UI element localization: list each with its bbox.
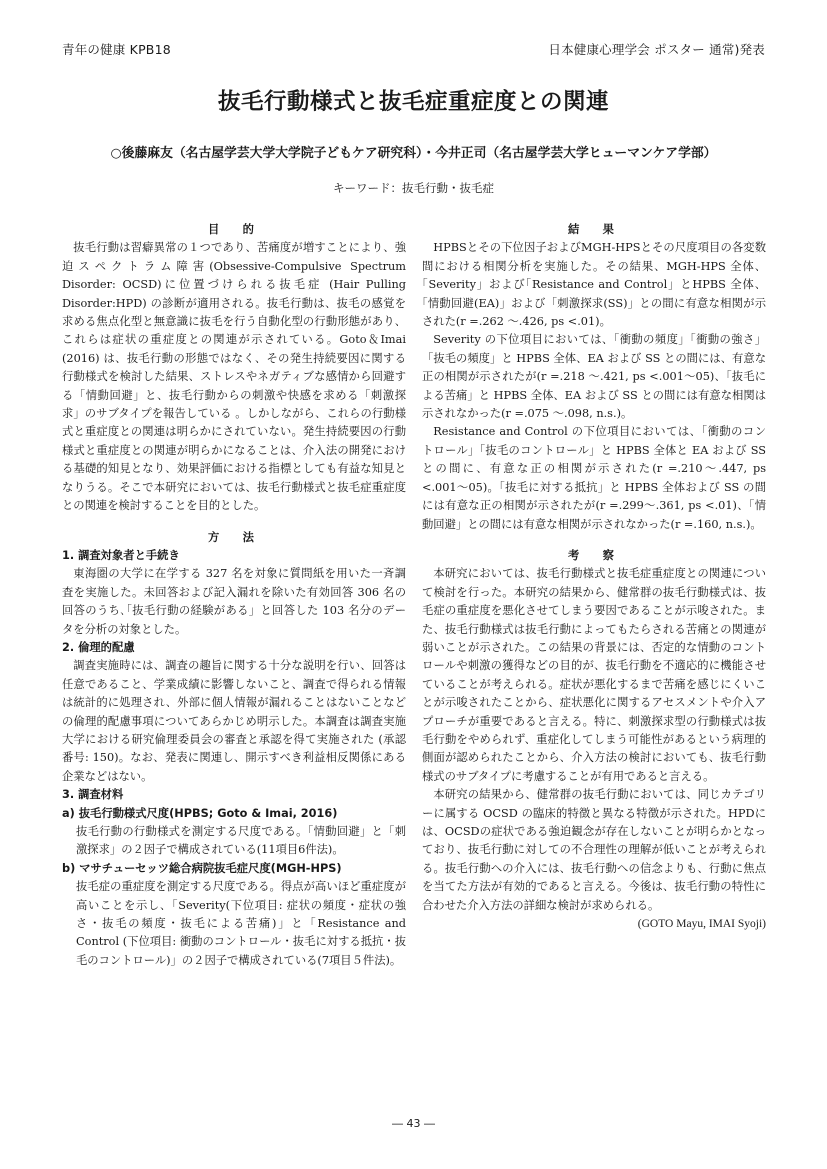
method-material-b-title: b) マサチューセッツ総合病院抜毛症尺度(MGH-HPS) [62, 861, 342, 875]
method-subsection-3-title: 3. 調査材料 [62, 788, 124, 802]
method-subsection-1-title: 1. 調査対象者と手続き [62, 548, 180, 562]
method-material-b-body: 抜毛症の重症度を測定する尺度である。得点が高いほど重症度が高いことを示し、｢Severity(下位項目: 症状の頻度・症状の強さ・抜毛の頻度・抜毛による苦痛)」と「Resistance and Control (下位項目: 衝動のコントロール・抜毛に対する抵抗・抜毛のコントロール)」の２因子で構成されている(7項目５件法)。 [76, 880, 406, 967]
right-column [422, 221, 766, 933]
method-material-a-title: a) 抜毛行動様式尺度(HPBS; Goto & Imai, 2016) [62, 806, 338, 820]
header-conference-label: 日本健康心理学会 ポスター 通常)発表 [548, 42, 765, 57]
method-material-a-body: 抜毛行動の行動様式を測定する尺度である。｢情動回避」と「刺激探求」の２因子で構成されている(11項目6件法)。 [76, 825, 406, 857]
results-heading: 結 果 [568, 223, 620, 236]
purpose-heading: 目 的 [208, 223, 260, 236]
page-number: ― 43 ― [392, 1117, 435, 1130]
method-subsection-2-body: 調査実施時には、調査の趣旨に関する十分な説明を行い、回答は任意であること、学業成績に影響しないこと、調査で得られる情報は統計的に処理され、外部に個人情報が漏れることはないことなどの倫理的配慮事項についてあらかじめ明示した。本調査は調査実施大学における研究倫理委員会の審査と承認を得て実施された (承認番号: 150)。なお、発表に関連し、開示すべき利益相反関係にある企業などはない。 [62, 659, 406, 783]
method-subsection-2-title: 2. 倫理的配慮 [62, 640, 135, 654]
header-session-label: 青年の健康 KPB18 [62, 42, 171, 57]
method-heading: 方 法 [208, 530, 260, 544]
discussion-paragraph-1: 本研究においては、抜毛行動様式と抜毛症重症度との関連について検討を行った。本研究の結果から、健常群の抜毛行動様式は、抜毛症の重症度を悪化させてしまう要因であることが示唆された。また、抜毛行動様式は抜毛行動によってもたらされる苦痛との関連が弱いことが示された。この結果の背景には、否定的な情動のコントロールや刺激の獲得などの目的が、抜毛行動を不適応的に機能させていることが考えられる。症状が悪化するまで苦痛を感じにくいことが示唆されたことから、症状悪化に関するアセスメントや介入アプローチが重要であると言える。特に、刺激探求型の行動様式は抜毛行動をやめられず、重症化してしまう可能性があるという病理的側面が認められたことから、介入方法の検討においても、抜毛行動様式のサブタイプに考慮することが有用であると言える。 [422, 567, 766, 783]
page-title: 抜毛行動様式と抜毛症重症度との関連 [217, 89, 609, 115]
method-subsection-1-body: 東海圏の大学に在学する 327 名を対象に質問紙を用いた一斉調査を実施した。未回答および記入漏れを除いた有効回答 306 名の回答のうち､｢抜毛行動の経験がある」と回答した 103 名分のデータを分析の対象とした。 [62, 567, 406, 636]
authors-line: ○後藤麻友（名古屋学芸大学大学院子どもケア研究科）・今井正司（名古屋学芸大学ヒューマンケア学部） [110, 146, 717, 161]
results-paragraph-2: Severity の下位項目においては、｢衝動の頻度」「衝動の強さ」「抜毛の頻度」と HPBS 全体、EA および SS との間には、有意な正の相関が示されたが(r =.218 〜.421, ps <.001〜05)、｢抜毛による苦痛」と HPBS 全体、EA および SS との間には有意な相関は示されなかった(r =.075 〜.098, n.s.)。 [422, 333, 766, 421]
results-paragraph-1: HPBSとその下位因子およびMGH-HPSとその尺度項目の各変数間における相関分析を実施した。その結果、MGH-HPS 全体、｢Severity」および｢Resistance and Control」とHPBS 全体、｢情動回避(EA)」および「刺激探求(SS)」との間に有意な相関が示された(r =.262 〜.426, ps <.01)。 [422, 241, 766, 329]
author-signature: (GOTO Mayu, IMAI Syoji) [637, 918, 766, 931]
discussion-paragraph-2: 本研究の結果から、健常群の抜毛行動においては、同じカテゴリーに属する OCSD の臨床的特徴と異なる特徴が示された。HPDには、OCSDの症状である強迫観念が存在しないことが明らかとなっており、抜毛行動に対しての不合理性の理解が低いことが考えられる。抜毛行動への介入には、抜毛行動への信念よりも、行動に焦点を当てた方法が有効的であると言える。今後は、抜毛行動の特性に合わせた介入方法の詳細な検討が求められる。 [422, 788, 766, 912]
discussion-heading: 考 察 [568, 548, 620, 562]
purpose-body: 抜毛行動は習癖異常の１つであり、苦痛度が増すことにより、強迫スペクトラム障害(Obsessive-Compulsive Spectrum Disorder: OCSD)に位置づけられる抜毛症 (Hair Pulling Disorder:HPD) の診断が適用される。抜毛行動は、抜毛の感覚を求める焦点化型と無意識に抜毛を行う自動化型の行動形態があり、これらは症状の重症度との関連が示されている。Goto＆Imai (2016) は、抜毛行動の形態ではなく、その発生持続要因に関する行動様式を検討した結果、ストレスやネガティブな感情から回避する「情動回避」と、抜毛行動からの刺激や快感を求める「刺激探求」のサブタイプを報告している 。しかしながら、これらの行動様式と重症度との関連は明らかにされていない。発生持続要因の行動様式と重症度との関連が明らかになることは、介入法の開発における基礎的知見となり、効果評価における指標としても有益な知見となりうる。そこで本研究においては、抜毛行動様式と抜毛症重症度との関連を検討することを目的とした。 [62, 241, 406, 513]
results-paragraph-3: Resistance and Control の下位項目においては、｢衝動のコントロール」｢抜毛のコントロール」と HPBS 全体と EA および SS との間に、有意な正の相関が示された(r =.210〜.447, ps <.001〜05)。｢抜毛に対する抵抗」と HPBS 全体および SS の間には有意な正の相関が示されたが(r =.299〜.361, ps <.01)、｢情動回避」との間には有意な相関が示されなかった(r =.160, n.s.)。 [422, 425, 766, 531]
left-column [62, 221, 406, 970]
keywords-line: キーワード：抜毛行動・抜毛症 [333, 181, 494, 195]
